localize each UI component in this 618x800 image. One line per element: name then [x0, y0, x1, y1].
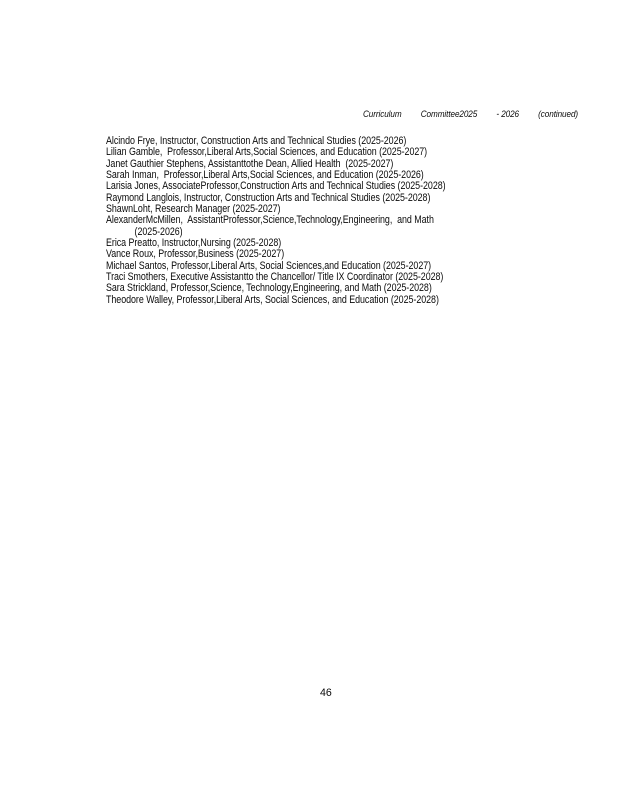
- member-entry: Theodore Walley, Professor,Liberal Arts, Social Sciences, and Education (2025-2028): [106, 293, 439, 306]
- member-entry: Erica Preatto, Instructor,Nursing (2025-2028): [106, 236, 282, 249]
- member-entry: Michael Santos, Professor,Liberal Arts, Social Sciences,and Education (2025-2027): [106, 259, 432, 272]
- member-entry: Vance Roux, Professor,Business (2025-2027): [106, 248, 285, 261]
- header-title-part-3: - 2026: [496, 109, 520, 120]
- page-header: [363, 109, 578, 121]
- page-number: 46: [320, 687, 332, 699]
- member-entry-wrapped-term: (2025-2026): [134, 225, 183, 238]
- member-entry: ShawnLoht, Research Manager (2025-2027): [106, 202, 281, 215]
- member-entry: Lilian Gamble, Professor,Liberal Arts,Social Sciences, and Education (2025-2027): [106, 146, 428, 159]
- header-title-part-1: Curriculum: [363, 109, 402, 120]
- member-entry: AlexanderMcMillen, AssistantProfessor,Science,Technology,Engineering, and Math (2025-2026): [106, 215, 593, 238]
- member-entry: Traci Smothers, Executive Assistantto the Chancellor/ Title IX Coordinator (2025-2028): [106, 270, 444, 283]
- member-list: [106, 136, 593, 306]
- member-entry: Janet Gauthier Stephens, Assistanttothe Dean, Allied Health (2025-2027): [106, 157, 394, 170]
- member-entry: Sarah Inman, Professor,Liberal Arts,Social Sciences, and Education (2025-2026): [106, 168, 424, 181]
- header-title-part-2: Committee2025: [420, 109, 478, 120]
- header-title-part-4: (continued): [538, 109, 579, 120]
- member-entry: Sara Strickland, Professor,Science, Technology,Engineering, and Math (2025-2028): [106, 282, 432, 295]
- member-entry: Larisia Jones, AssociateProfessor,Construction Arts and Technical Studies (2025-2028): [106, 180, 446, 193]
- member-entry: Alcindo Frye, Instructor, Construction Arts and Technical Studies (2025-2026): [106, 135, 407, 147]
- member-entry: Raymond Langlois, Instructor, Construction Arts and Technical Studies (2025-2028): [106, 191, 431, 204]
